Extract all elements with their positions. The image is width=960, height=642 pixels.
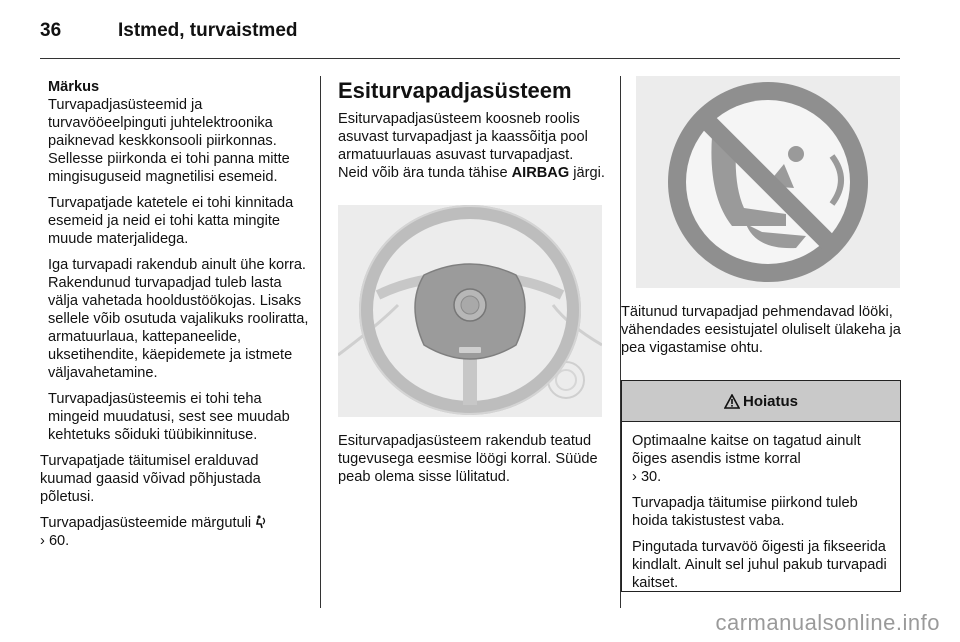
warning-header	[622, 381, 900, 422]
page-ref-arrow-icon: ›	[40, 533, 45, 549]
no-child-seat-icon	[636, 76, 900, 288]
warning-title: Hoiatus	[742, 392, 798, 410]
warning-body	[622, 422, 900, 592]
note-paragraph: Turvapadjasüsteemis ei tohi teha mingeid muudatusi, sest see muudab kehtetuks sõiduki tüübikinnituse.	[48, 391, 290, 443]
note-paragraph: Turvapadjasüsteemid ja turvavööeelpinguti juhtelektroonika paiknevad keskkonsooli piirkonnas. Sellesse piirkonda ei tohi panna mitte mingisuguseid magnetilisi esemeid.	[48, 97, 290, 185]
page-ref-link[interactable]: 60.	[48, 533, 70, 549]
section-heading: Esiturvapadjasüsteem	[338, 78, 572, 103]
prohibition-figure	[636, 76, 900, 288]
note-block	[40, 78, 312, 444]
page-ref-arrow-icon: ›	[632, 469, 637, 485]
note-paragraph: Iga turvapadi rakendub ainult ühe korra. Rakendunud turvapadjad tuleb lasta välja vahetada hooldustöökojas. Lisaks sellele võib osutuda vajalikuks rooliratta, armatuurlaua, kattepaneelide, uksetihendite, käepidemete ja istmete väljavahetamine.	[48, 257, 309, 381]
page-number: 36	[40, 20, 62, 41]
middle-column-lower	[338, 432, 606, 494]
warning-box	[621, 380, 901, 592]
steering-wheel-icon	[338, 205, 602, 417]
column-divider-1	[320, 76, 321, 608]
warning-paragraph: Turvapadja täitumise piirkond tuleb hoida takistustest vaba.	[632, 495, 858, 529]
header-rule	[40, 58, 900, 59]
warning-paragraph: Pingutada turvavöö õigesti ja fikseerida kindlalt. Ainult sel juhul pakub turvapadi kaitset.	[632, 539, 887, 591]
deploy-paragraph: Esiturvapadjasüsteem rakendub teatud tugevusega eesmise löögi korral. Süüde peab olema sisse lülitatud.	[338, 433, 598, 485]
note-paragraph: Turvapatjade katetele ei tohi kinnitada esemeid ja neid ei tohi katta mingite muude materjalidega.	[48, 195, 294, 247]
warning-paragraph: Optimaalne kaitse on tagatud ainult õiges asendis istme korral › 30.	[632, 433, 861, 485]
paragraph-burns: Turvapatjade täitumisel eralduvad kuumad gaasid võivad põhjustada põletusi.	[40, 453, 261, 505]
protection-paragraph: Täitunud turvapadjad pehmendavad lööki, vähendades eesistujatel oluliselt ülakeha ja pea vigastamise ohtu.	[621, 304, 901, 356]
middle-column	[338, 78, 606, 190]
steering-wheel-figure	[338, 205, 602, 417]
right-column-text	[621, 303, 901, 365]
watermark: carmanualsonline.info	[715, 610, 940, 635]
warning-triangle-icon	[724, 394, 740, 409]
left-column	[40, 78, 312, 558]
page-ref-link[interactable]: 30.	[640, 469, 662, 485]
intro-paragraph: Esiturvapadjasüsteem koosneb roolis asuvast turvapadjast ja kaassõitja pool armatuurlauas asuvast turvapadjast. Neid võib ära tunda tähise AIRBAG järgi.	[338, 111, 605, 181]
note-label: Märkus	[48, 79, 100, 95]
paragraph-indicator: Turvapadjasüsteemide märgutuli › 60.	[40, 514, 312, 550]
airbag-seat-icon	[255, 515, 267, 529]
page-title: Istmed, turvaistmed	[118, 20, 298, 41]
